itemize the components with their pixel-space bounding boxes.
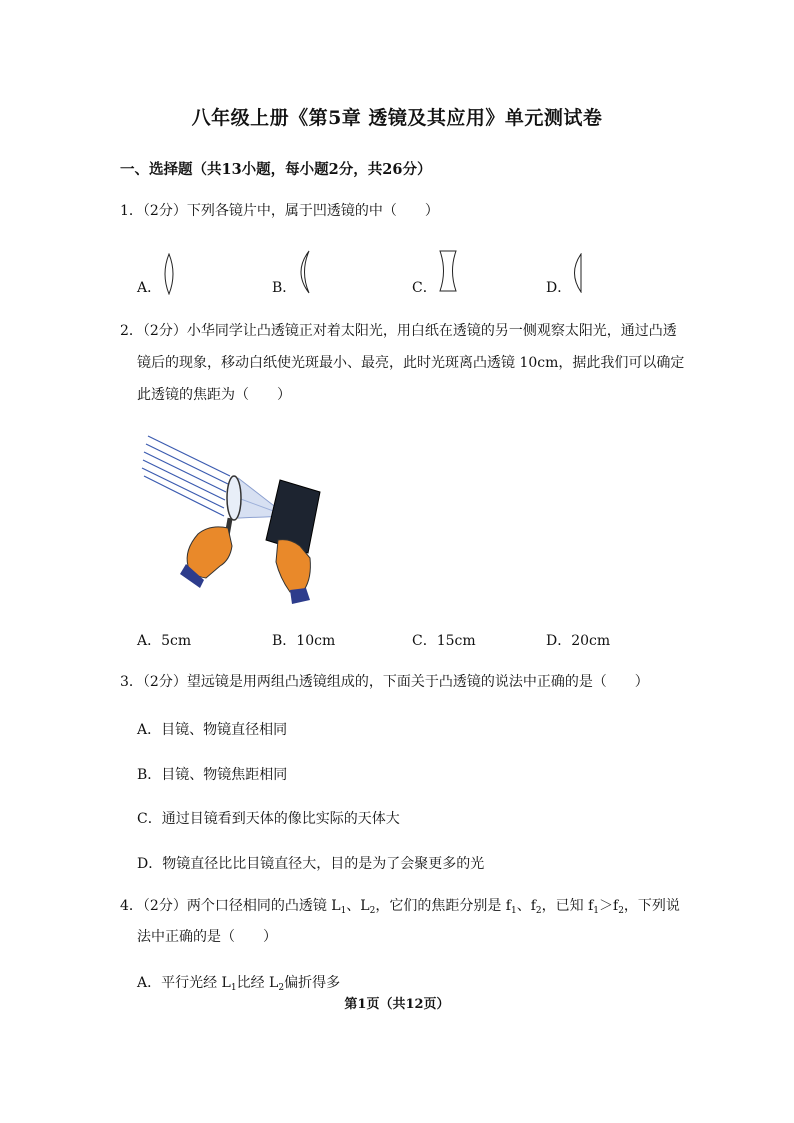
question-2-option-d: D．20cm bbox=[546, 633, 611, 649]
plano-convex-lens-icon bbox=[571, 253, 585, 293]
biconvex-lens-icon bbox=[161, 253, 177, 295]
question-4-option-a: A．平行光经 $L_1$比经 $L_2$偏折得多 bbox=[137, 975, 341, 993]
question-2-stem-line-3: 此透镜的焦距为（ ） bbox=[137, 387, 291, 403]
page-title: 八年级上册《第5章 透镜及其应用》单元测试卷 bbox=[191, 107, 603, 129]
question-1-option-b: B． bbox=[272, 280, 297, 296]
question-1-option-a: A． bbox=[137, 280, 162, 296]
question-2-option-c: C．15cm bbox=[412, 633, 476, 649]
question-2-option-a: A．5cm bbox=[137, 633, 192, 649]
section-heading: 一、选择题（共13小题，每小题2分，共26分） bbox=[120, 161, 432, 178]
question-3-option-c: C．通过目镜看到天体的像比实际的天体大 bbox=[137, 811, 400, 827]
question-1-option-c: C． bbox=[412, 280, 437, 296]
question-3-option-d: D．物镜直径比比目镜直径大，目的是为了会聚更多的光 bbox=[137, 856, 485, 872]
lens-focusing-figure bbox=[140, 428, 340, 608]
question-4-stem-line-1: 4．（2分）两个口径相同的凸透镜 $L_1$、$L_2$，它们的焦距分别是 $f_1$、$f_2$，已知 $f_1>f_2$，下列说 bbox=[120, 898, 680, 916]
question-3-stem: 3．（2分）望远镜是用两组凸透镜组成的，下面关于凸透镜的说法中正确的是（ ） bbox=[120, 674, 649, 690]
question-2-stem-line-1: 2．（2分）小华同学让凸透镜正对着太阳光，用白纸在透镜的另一侧观察太阳光，通过凸透 bbox=[120, 323, 677, 339]
page-footer: 第1页（共12页） bbox=[344, 997, 450, 1012]
question-4-stem-line-2: 法中正确的是（ ） bbox=[137, 929, 277, 945]
question-1-stem: 1．（2分）下列各镜片中，属于凹透镜的中（ ） bbox=[120, 203, 439, 219]
convex-concave-lens-icon bbox=[296, 250, 312, 294]
question-2-option-b: B．10cm bbox=[272, 633, 336, 649]
question-3-option-b: B．目镜、物镜焦距相同 bbox=[137, 767, 288, 783]
question-1-option-d: D． bbox=[546, 280, 572, 296]
question-3-option-a: A．目镜、物镜直径相同 bbox=[137, 722, 288, 738]
question-2-stem-line-2: 镜后的现象，移动白纸使光斑最小、最亮，此时光斑离凸透镜 10cm，据此我们可以确定 bbox=[137, 355, 685, 371]
biconcave-lens-icon bbox=[438, 250, 458, 292]
